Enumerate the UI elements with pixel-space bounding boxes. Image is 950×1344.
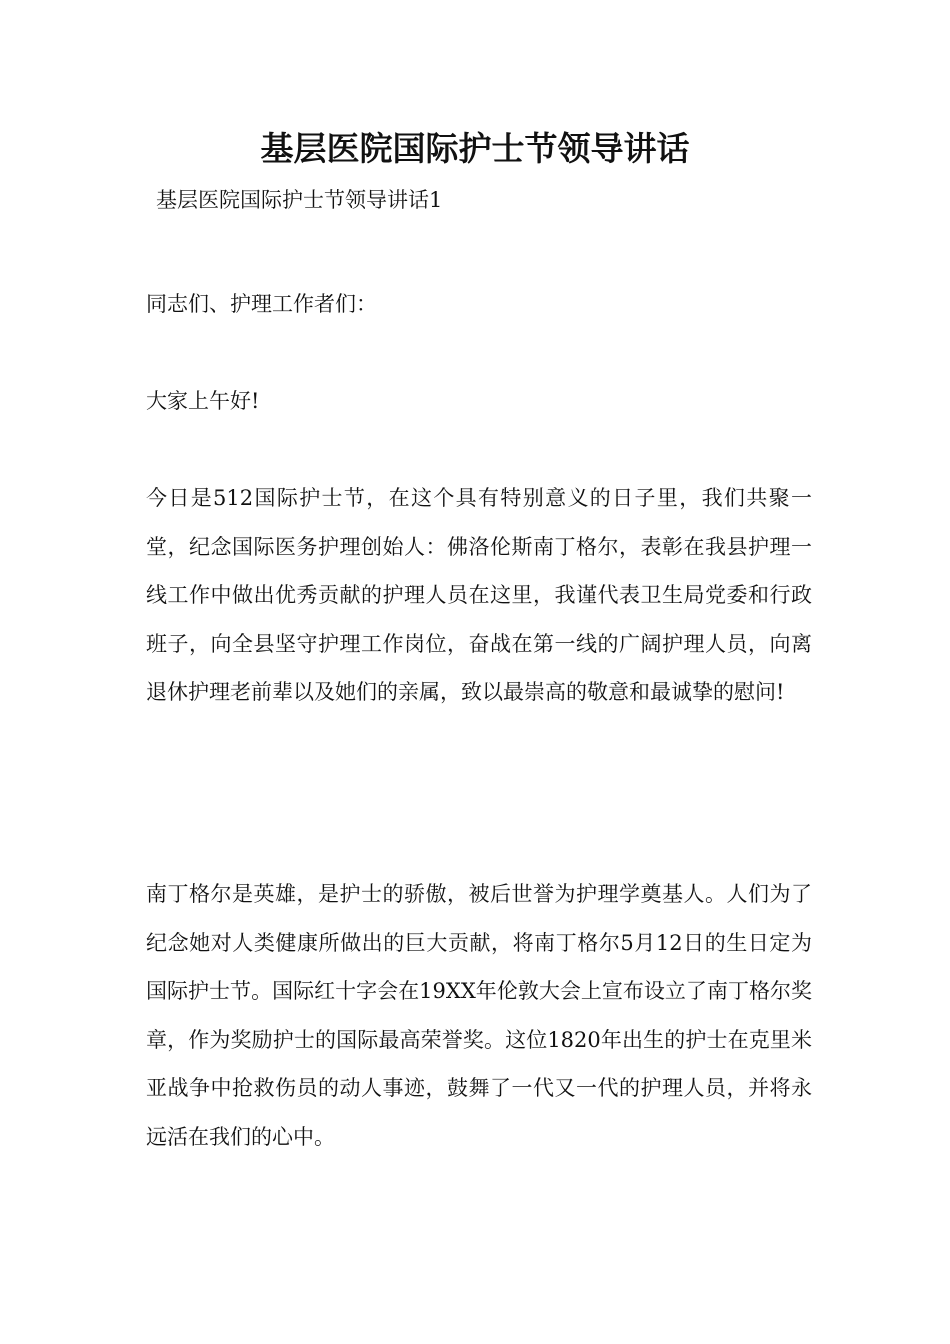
document-subtitle: 基层医院国际护士节领导讲话1 [156, 188, 443, 212]
paragraph-nightingale: 南丁格尔是英雄，是护士的骄傲，被后世誉为护理学奠基人。人们为了纪念她对人类健康所做出的巨大贡献，将南丁格尔5月12日的生日定为国际护士节。国际红十字会在19XX年伦敦大会上宣布设立了南丁格尔奖章，作为奖励护士的国际最高荣誉奖。这位1820年出生的护士在克里米亚战争中抢救伤员的动人事迹，鼓舞了一代又一代的护理人员，并将永远活在我们的心中。 [146, 882, 812, 1149]
paragraph-tribute: 今日是512国际护士节，在这个具有特别意义的日子里，我们共聚一堂，纪念国际医务护理创始人：佛洛伦斯南丁格尔，表彰在我县护理一线工作中做出优秀贡献的护理人员在这里，我谨代表卫生局党委和行政班子，向全县坚守护理工作岗位，奋战在第一线的广阔护理人员，向离退休护理老前辈以及她们的亲属，致以最崇高的敬意和最诚挚的慰问! [146, 486, 812, 704]
paragraph-greeting: 同志们、护理工作者们： [146, 292, 377, 316]
paragraph-hello: 大家上午好! [146, 389, 260, 413]
document-title: 基层医院国际护士节领导讲话 [260, 129, 690, 168]
